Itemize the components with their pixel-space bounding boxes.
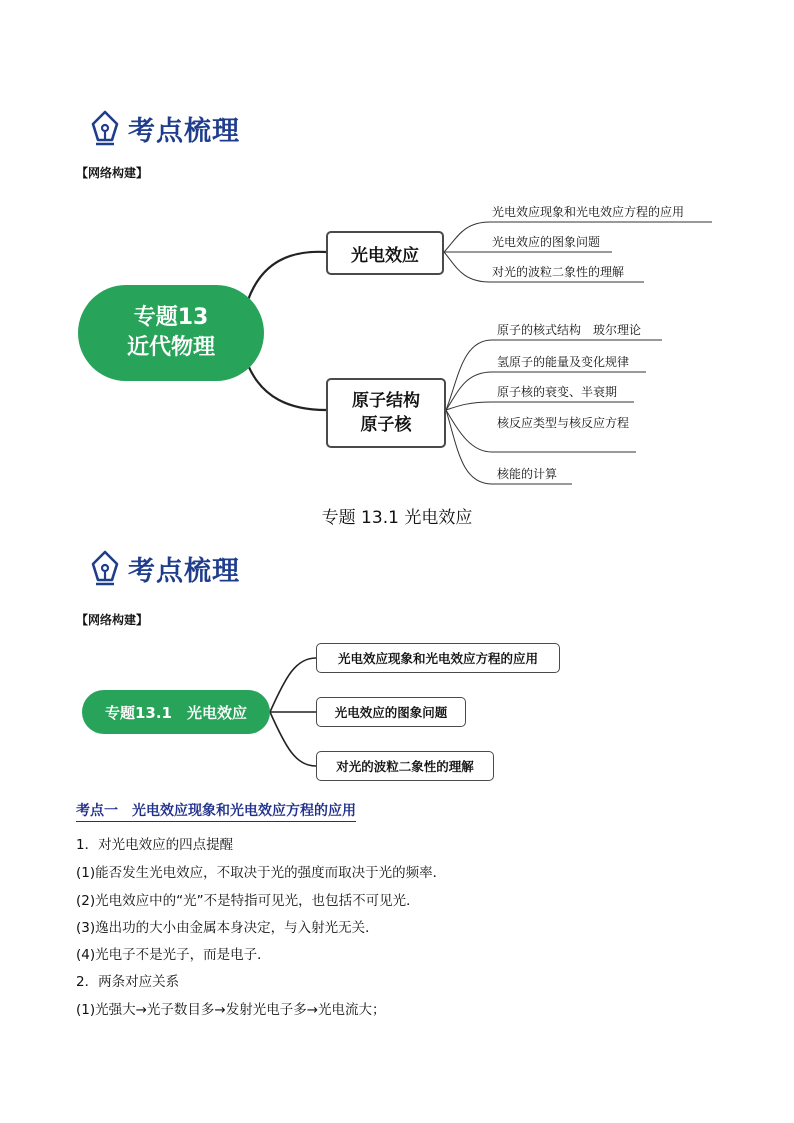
box-label: 光电效应的图象问题 (334, 705, 448, 720)
mindmap2-center-label: 专题13.1 光电效应 (104, 703, 247, 722)
topic-label: 考点一 (76, 803, 118, 819)
leaf-item: 光电效应现象和光电效应方程的应用 (492, 205, 685, 219)
section2-bracket: 【网络构建】 (76, 613, 149, 627)
section2-title: 考点梳理 (128, 555, 240, 587)
body-line: (1)能否发生光电效应，不取决于光的强度而取决于光的频率． (76, 865, 447, 881)
topic-title: 光电效应现象和光电效应方程的应用 (132, 803, 356, 819)
mindmap2-box (316, 643, 560, 673)
leaf-item: 原子的核式结构 玻尔理论 (497, 323, 642, 337)
leaf-item: 原子核的衰变、半衰期 (497, 385, 618, 399)
mindmap1-center-line2: 近代物理 (126, 335, 215, 360)
mindmap2-box (316, 751, 494, 781)
body-line: (4)光电子不是光子，而是电子． (76, 947, 271, 963)
mindmap2-center (82, 690, 270, 734)
leaf-item: 氢原子的能量及变化规律 (497, 355, 630, 369)
body-line: (2)光电效应中的“光”不是特指可见光，也包括不可见光． (76, 893, 420, 909)
section1-title: 考点梳理 (128, 115, 240, 147)
subsection-title: 专题 13.1 光电效应 (321, 508, 473, 528)
box-label: 对光的波粒二象性的理解 (336, 759, 474, 774)
leaf-item: 核能的计算 (497, 467, 558, 481)
body-line: 1．对光电效应的四点提醒 (76, 837, 234, 853)
body-line: (1)光强大→光子数目多→发射光电子多→光电流大； (76, 1002, 386, 1018)
leaf-item: 核反应类型与核反应方程 (497, 416, 630, 430)
leaf-item: 光电效应的图象问题 (492, 235, 601, 249)
branch-label-line1: 原子结构 (352, 391, 420, 411)
body-line: (3)逸出功的大小由金属本身决定，与入射光无关． (76, 920, 379, 936)
box-label: 光电效应现象和光电效应方程的应用 (337, 651, 538, 666)
topic-heading (76, 800, 356, 822)
leaf-item: 对光的波粒二象性的理解 (492, 265, 625, 279)
body-line: 2．两条对应关系 (76, 974, 180, 990)
branch-label: 光电效应 (351, 245, 419, 266)
mindmap2-box (316, 697, 466, 727)
branch-label-line2: 原子核 (360, 415, 412, 435)
mindmap1-center-line1: 专题13 (133, 305, 209, 330)
section1-bracket: 【网络构建】 (76, 166, 149, 180)
